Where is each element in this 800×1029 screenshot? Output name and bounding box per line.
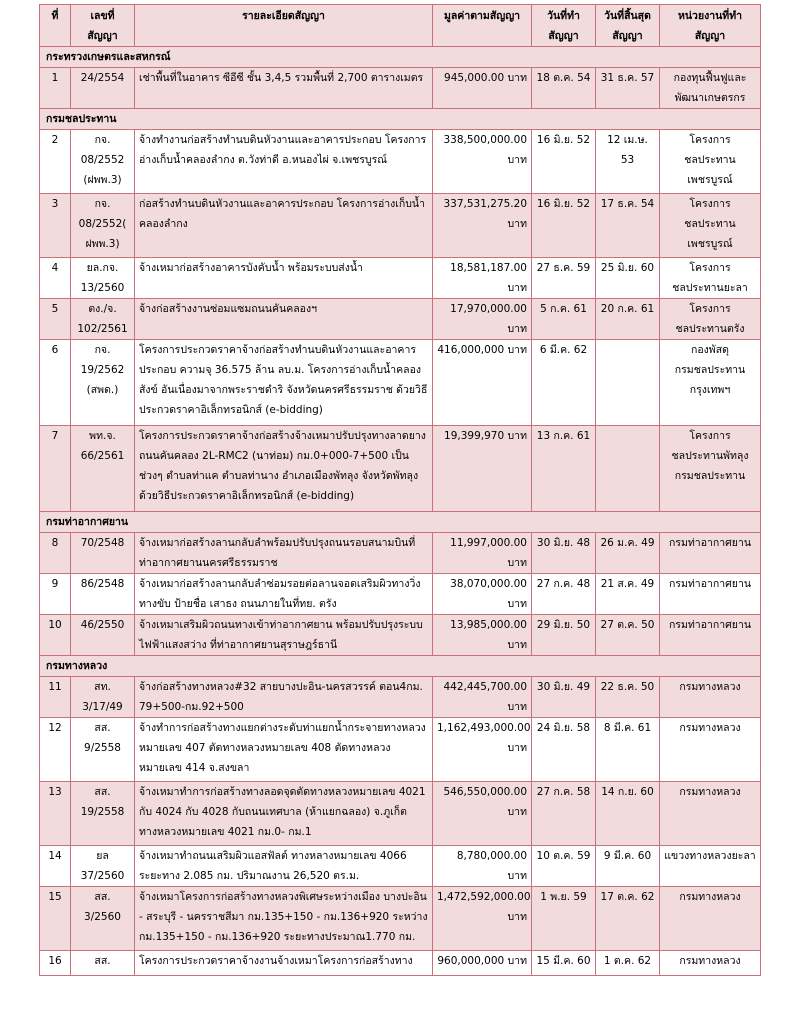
section-title: กรมท่าอากาศยาน: [40, 512, 761, 533]
cell-end-date: 25 มิ.ย. 60: [596, 258, 660, 299]
section-row: [40, 656, 761, 677]
section-row: [40, 109, 761, 130]
cell-detail: โครงการประกวดราคาจ้างงานจ้างเหมาโครงการก่อสร้างทาง: [135, 951, 433, 976]
section-title: กรมชลประทาน: [40, 109, 761, 130]
cell-value: 945,000.00 บาท: [433, 68, 532, 109]
cell-end-date: 8 มี.ค. 61: [596, 718, 660, 782]
cell-detail: จ้างเหมาทำถนนเสริมผิวแอสฟัลต์ ทางหลางหมายเลข 4066 ระยะทาง 2.085 กม. ปริมาณงาน 26,520 ตร.ม.: [135, 846, 433, 887]
cell-no: 14: [40, 846, 71, 887]
cell-no: 4: [40, 258, 71, 299]
cell-contract-no: สส. 9/2558: [71, 718, 135, 782]
cell-detail: โครงการประกวดราคาจ้างก่อสร้างทำนบดินหัวงานและอาคารประกอบ ความจุ 36.575 ล้าน ลบ.ม. โครงการอ่างเก็บน้ำคลองสังข์ อันเนื่องมาจากพระราชดำริ จังหวัดนครศรีธรรมราช ด้วยวิธีประกวดราคาอิเล็กทรอนิกส์ (e-bidding): [135, 340, 433, 426]
table-row: [40, 615, 761, 656]
cell-end-date: 9 มี.ค. 60: [596, 846, 660, 887]
cell-start-date: 18 ต.ค. 54: [532, 68, 596, 109]
cell-value: 19,399,970 บาท: [433, 426, 532, 512]
cell-no: 5: [40, 299, 71, 340]
cell-agency: กรมทางหลวง: [660, 887, 761, 951]
cell-agency: โครงการชลประทานพัทลุง กรมชลประทาน: [660, 426, 761, 512]
section-row: [40, 512, 761, 533]
cell-value: 13,985,000.00 บาท: [433, 615, 532, 656]
cell-end-date: 21 ส.ค. 49: [596, 574, 660, 615]
cell-no: 9: [40, 574, 71, 615]
cell-detail: จ้างเหมาทำการก่อสร้างทางลอดจุดตัดทางหลวงหมายเลข 4021 กับ 4024 กับ 4028 กับถนนเทศบาล (ห้าแยกฉลอง) จ.ภูเก็ต ทางหลวงหมายเลข 4021 กม.0- กม.1: [135, 782, 433, 846]
cell-start-date: 30 มิ.ย. 48: [532, 533, 596, 574]
cell-no: 10: [40, 615, 71, 656]
cell-value: 338,500,000.00 บาท: [433, 130, 532, 194]
cell-value: 337,531,275.20 บาท: [433, 194, 532, 258]
header-row: [40, 5, 761, 47]
cell-detail: จ้างก่อสร้างทางหลวง#32 สายบางปะอิน-นครสวรรค์ ตอน4กม. 79+500-กม.92+500: [135, 677, 433, 718]
cell-start-date: 27 ก.ค. 58: [532, 782, 596, 846]
cell-end-date: [596, 340, 660, 426]
table-row: [40, 194, 761, 258]
cell-start-date: 24 มิ.ย. 58: [532, 718, 596, 782]
table-row: [40, 258, 761, 299]
cell-value: 1,472,592,000.00 บาท: [433, 887, 532, 951]
cell-contract-no: กจ. 08/2552( ฝพพ.3): [71, 194, 135, 258]
cell-start-date: 13 ก.ค. 61: [532, 426, 596, 512]
cell-start-date: 30 มิ.ย. 49: [532, 677, 596, 718]
cell-agency: โครงการชลประทานเพชรบูรณ์: [660, 130, 761, 194]
table-row: [40, 677, 761, 718]
table-row: [40, 574, 761, 615]
table-row: [40, 299, 761, 340]
header-no: ที่: [40, 5, 71, 47]
cell-no: 15: [40, 887, 71, 951]
cell-contract-no: กจ. 08/2552 (ฝพพ.3): [71, 130, 135, 194]
cell-no: 1: [40, 68, 71, 109]
cell-agency: กรมทางหลวง: [660, 782, 761, 846]
cell-agency: กองพัสดุ กรมชลประทาน กรุงเทพฯ: [660, 340, 761, 426]
cell-detail: จ้างทำการก่อสร้างทางแยกต่างระดับท่าแยกน้ำกระจายทางหลวงหมายเลข 407 ตัดทางหลวงหมายเลข 408 ตัดทางหลวงหมายเลข 414 จ.สงขลา: [135, 718, 433, 782]
cell-contract-no: พท.จ. 66/2561: [71, 426, 135, 512]
cell-end-date: 26 ม.ค. 49: [596, 533, 660, 574]
table-row: [40, 846, 761, 887]
cell-contract-no: 46/2550: [71, 615, 135, 656]
cell-contract-no: ยล 37/2560: [71, 846, 135, 887]
cell-detail: เช่าพื้นที่ในอาคาร ซีอีซี ชั้น 3,4,5 รวมพื้นที่ 2,700 ตารางเมตร: [135, 68, 433, 109]
cell-agency: กรมท่าอากาศยาน: [660, 574, 761, 615]
cell-end-date: 17 ต.ค. 62: [596, 887, 660, 951]
cell-start-date: 16 มิ.ย. 52: [532, 130, 596, 194]
cell-no: 12: [40, 718, 71, 782]
cell-start-date: 5 ก.ค. 61: [532, 299, 596, 340]
header-value: มูลค่าตามสัญญา: [433, 5, 532, 47]
table-row: [40, 533, 761, 574]
cell-detail: ก่อสร้างทำนบดินหัวงานและอาคารประกอบ โครงการอ่างเก็บน้ำคลองลำกง: [135, 194, 433, 258]
cell-detail: จ้างทำงานก่อสร้างทำนบดินหัวงานและอาคารประกอบ โครงการอ่างเก็บน้ำคลองลำกง ต.วังท่าดี อ.หนองไผ่ จ.เพชรบูรณ์: [135, 130, 433, 194]
cell-agency: กรมทางหลวง: [660, 677, 761, 718]
cell-contract-no: 86/2548: [71, 574, 135, 615]
cell-no: 6: [40, 340, 71, 426]
cell-detail: จ้างเหมาก่อสร้างลานกลับลำพร้อมปรับปรุงถนนรอบสนามบินที่ท่าอากาศยานนครศรีธรรมราช: [135, 533, 433, 574]
cell-contract-no: สท. 3/17/49: [71, 677, 135, 718]
cell-detail: จ้างเหมาก่อสร้างอาคารบังคับน้ำ พร้อมระบบส่งน้ำ: [135, 258, 433, 299]
cell-value: 38,070,000.00 บาท: [433, 574, 532, 615]
cell-agency: กรมท่าอากาศยาน: [660, 615, 761, 656]
table-row: [40, 951, 761, 976]
cell-end-date: 12 เม.ษ. 53: [596, 130, 660, 194]
cell-value: 416,000,000 บาท: [433, 340, 532, 426]
cell-value: 18,581,187.00 บาท: [433, 258, 532, 299]
cell-value: 1,162,493,000.00 บาท: [433, 718, 532, 782]
table-row: [40, 887, 761, 951]
cell-contract-no: สส.: [71, 951, 135, 976]
cell-end-date: 27 ต.ค. 50: [596, 615, 660, 656]
cell-contract-no: กจ. 19/2562 (สพด.): [71, 340, 135, 426]
cell-contract-no: ตง./จ. 102/2561: [71, 299, 135, 340]
table-body: [40, 47, 761, 976]
cell-start-date: 1 พ.ย. 59: [532, 887, 596, 951]
header-start-date: วันที่ทำ สัญญา: [532, 5, 596, 47]
section-title: กรมทางหลวง: [40, 656, 761, 677]
cell-value: 442,445,700.00 บาท: [433, 677, 532, 718]
cell-start-date: 29 มิ.ย. 50: [532, 615, 596, 656]
cell-no: 8: [40, 533, 71, 574]
cell-detail: จ้างเหมาก่อสร้างลานกลับลำซ่อมรอยต่อลานจอดเสริมผิวทางวิ่งทางขับ ป้ายชื่อ เสาธง ถนนภายในที่ทย. ตรัง: [135, 574, 433, 615]
cell-end-date: 20 ก.ค. 61: [596, 299, 660, 340]
table-row: [40, 426, 761, 512]
cell-end-date: 22 ธ.ค. 50: [596, 677, 660, 718]
cell-agency: โครงการชลประทานเพชรบูรณ์: [660, 194, 761, 258]
cell-start-date: 10 ต.ค. 59: [532, 846, 596, 887]
cell-no: 13: [40, 782, 71, 846]
cell-start-date: 15 มี.ค. 60: [532, 951, 596, 976]
cell-start-date: 27 ธ.ค. 59: [532, 258, 596, 299]
cell-no: 16: [40, 951, 71, 976]
cell-contract-no: สส. 3/2560: [71, 887, 135, 951]
header-agency: หน่วยงานที่ทำ สัญญา: [660, 5, 761, 47]
cell-agency: แขวงทางหลวงยะลา: [660, 846, 761, 887]
cell-detail: จ้างเหมาโครงการก่อสร้างทางหลวงพิเศษระหว่างเมือง บางปะอิน - สระบุรี - นครราชสีมา กม.135+150 - กม.136+920 ระหว่าง กม.135+150 - กม.136+920 ระยะทางประมาณ1.770 กม.: [135, 887, 433, 951]
cell-agency: กรมท่าอากาศยาน: [660, 533, 761, 574]
cell-end-date: 31 ธ.ค. 57: [596, 68, 660, 109]
cell-no: 11: [40, 677, 71, 718]
cell-detail: โครงการประกวดราคาจ้างก่อสร้างจ้างเหมาปรับปรุงทางลาดยางถนนคันคลอง 2L-RMC2 (นาท่อม) กม.0+000-7+500 เป็นช่วงๆ ตำบลท่าแค ตำบลท่านาง อำเภอเมืองพัทลุง จังหวัดพัทลุง ด้วยวิธีประกวดราคาอิเล็กทรอนิกส์ (e-bidding): [135, 426, 433, 512]
table-row: [40, 340, 761, 426]
cell-contract-no: สส. 19/2558: [71, 782, 135, 846]
cell-contract-no: ยล.กจ. 13/2560: [71, 258, 135, 299]
cell-start-date: 16 มิ.ย. 52: [532, 194, 596, 258]
section-row: [40, 47, 761, 68]
cell-contract-no: 24/2554: [71, 68, 135, 109]
section-title: กระทรวงเกษตรและสหกรณ์: [40, 47, 761, 68]
cell-agency: โครงการชลประทานยะลา: [660, 258, 761, 299]
cell-start-date: 27 ก.ค. 48: [532, 574, 596, 615]
contracts-table: [39, 4, 761, 976]
cell-contract-no: 70/2548: [71, 533, 135, 574]
cell-end-date: [596, 426, 660, 512]
cell-agency: โครงการชลประทานตรัง: [660, 299, 761, 340]
cell-detail: จ้างเหมาเสริมผิวถนนทางเข้าท่าอากาศยาน พร้อมปรับปรุงระบบไฟฟ้าแสงสว่าง ที่ท่าอากาศยานสุราษฎร์ธานี: [135, 615, 433, 656]
cell-no: 2: [40, 130, 71, 194]
table-row: [40, 130, 761, 194]
cell-end-date: 1 ต.ค. 62: [596, 951, 660, 976]
cell-no: 3: [40, 194, 71, 258]
cell-agency: กรมทางหลวง: [660, 718, 761, 782]
cell-end-date: 14 ก.ย. 60: [596, 782, 660, 846]
cell-no: 7: [40, 426, 71, 512]
table-row: [40, 718, 761, 782]
cell-value: 17,970,000.00 บาท: [433, 299, 532, 340]
header-end-date: วันที่สิ้นสุด สัญญา: [596, 5, 660, 47]
cell-agency: กรมทางหลวง: [660, 951, 761, 976]
cell-end-date: 17 ธ.ค. 54: [596, 194, 660, 258]
table-row: [40, 782, 761, 846]
cell-agency: กองทุนฟื้นฟูและพัฒนาเกษตรกร: [660, 68, 761, 109]
header-contract-no: เลขที่ สัญญา: [71, 5, 135, 47]
cell-value: 11,997,000.00 บาท: [433, 533, 532, 574]
cell-value: 960,000,000 บาท: [433, 951, 532, 976]
header-details: รายละเอียดสัญญา: [135, 5, 433, 47]
cell-detail: จ้างก่อสร้างงานซ่อมแซมถนนคันคลองฯ: [135, 299, 433, 340]
table-row: [40, 68, 761, 109]
cell-value: 8,780,000.00 บาท: [433, 846, 532, 887]
cell-value: 546,550,000.00 บาท: [433, 782, 532, 846]
cell-start-date: 6 มี.ค. 62: [532, 340, 596, 426]
